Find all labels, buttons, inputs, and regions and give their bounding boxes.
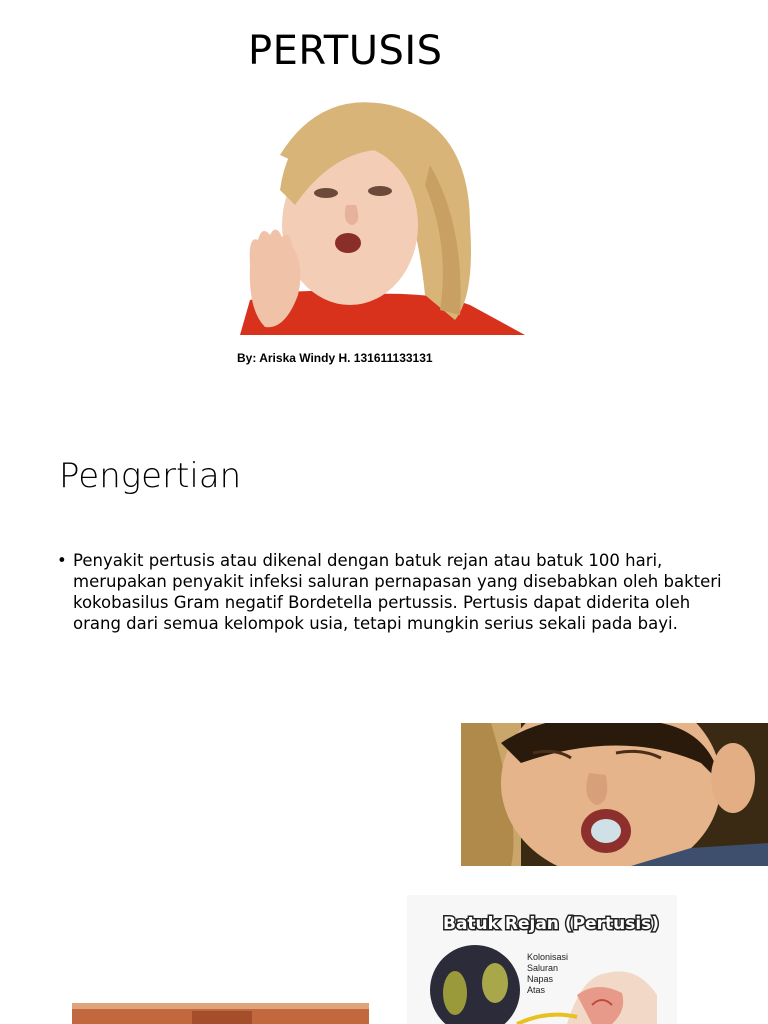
definition-text: Penyakit pertusis atau dikenal dengan batuk rejan atau batuk 100 hari, merupakan penyakit infeksi saluran pernapasan yang disebabkan oleh bakteri kokobasilus Gram negatif Bordetella pertussis. Pertusis dapat diderita oleh orang dari semua kelompok usia, tetapi mungkin serius sekali pada bayi. xyxy=(73,551,722,633)
slide-title: PERTUSIS xyxy=(248,28,443,74)
diagram-label-1: Kolonisasi xyxy=(527,952,569,962)
diagram-label-2: Saluran xyxy=(527,963,559,973)
pertussis-diagram xyxy=(407,895,677,1024)
definition-bullet xyxy=(57,550,737,634)
author-credit: By: Ariska Windy H. 131611133131 xyxy=(237,351,433,365)
coughing-boy-photo xyxy=(461,723,768,866)
diagram-title: Batuk Rejan (Pertusis) xyxy=(443,914,660,934)
bullet-icon: • xyxy=(57,551,67,570)
diagram-label-4: Atas xyxy=(527,985,546,995)
section-heading: Pengertian xyxy=(59,456,242,496)
child-photo-partial xyxy=(72,1003,369,1024)
coughing-child-photo xyxy=(170,95,530,335)
diagram-label-3: Napas xyxy=(527,974,554,984)
